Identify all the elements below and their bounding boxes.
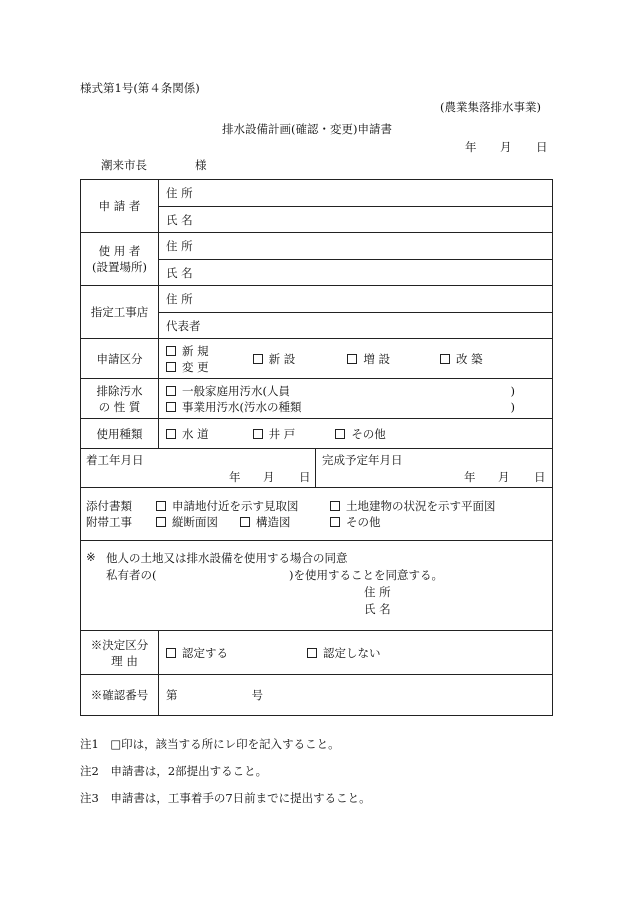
usage-label: 使用種類 [81, 419, 159, 449]
checkbox-floor-plan[interactable]: 土地建物の状況を示す平面図 [330, 498, 496, 514]
page-title: 排水設備計画(確認・変更)申請書 [222, 122, 392, 136]
attachments-row [81, 488, 553, 541]
contractor-rep-field[interactable]: 代表者 [159, 313, 553, 339]
checkbox-well[interactable]: 井 戸 [253, 426, 296, 442]
start-date-field[interactable]: 着工年月日 年 月 日 [81, 449, 316, 487]
checkbox-icon [240, 517, 250, 527]
honorific: 様 [195, 158, 207, 172]
checkbox-icon [166, 386, 176, 396]
checkbox-water-supply[interactable]: 水 道 [166, 426, 209, 442]
checkbox-icon [253, 429, 263, 439]
consent-section [81, 541, 553, 631]
checkbox-rebuild[interactable]: 改 築 [440, 351, 483, 367]
category-options [159, 339, 553, 379]
dates-row [81, 449, 553, 488]
confirmation-number-label: ※確認番号 [81, 675, 159, 716]
applicant-name-field[interactable]: 氏 名 [159, 207, 553, 233]
checkbox-icon [335, 429, 345, 439]
consent-owner-field[interactable] [165, 567, 287, 581]
consent-address-field[interactable]: 住 所 [364, 585, 391, 599]
checkbox-business-sewage[interactable]: 事業用汚水(汚水の種類 [166, 399, 302, 415]
contractor-address-field[interactable]: 住 所 [159, 286, 553, 313]
checkbox-icon [330, 517, 340, 527]
checkbox-icon [156, 517, 166, 527]
checkbox-approve[interactable]: 認定する [166, 645, 307, 661]
ancillary-work-label: 附帯工事 [86, 515, 132, 529]
checkbox-other-source[interactable]: その他 [335, 426, 386, 442]
close-paren: ) [510, 383, 515, 398]
note-1: 注1 □印は，該当する所にレ印を記入すること。 [80, 737, 340, 751]
usage-options [159, 419, 553, 449]
confirmation-number-field[interactable]: 第 号 [159, 675, 553, 716]
checkbox-longitudinal-section[interactable]: 縦断面図 [156, 514, 240, 530]
checkbox-icon [166, 346, 176, 356]
project-name: (農業集落排水事業) [440, 100, 541, 114]
consent-name-field[interactable]: 氏 名 [364, 602, 391, 616]
date-year: 年 [465, 140, 477, 154]
checkbox-structure-drawing[interactable]: 構造図 [240, 514, 330, 530]
checkbox-icon [166, 402, 176, 412]
checkbox-icon [347, 354, 357, 364]
checkbox-location-map[interactable]: 申請地付近を示す見取図 [156, 498, 330, 514]
addressee: 潮来市長 [101, 158, 147, 172]
close-paren: ) [510, 399, 515, 414]
checkbox-icon [166, 429, 176, 439]
asterisk-mark: ※ [86, 550, 96, 564]
checkbox-icon [156, 501, 166, 511]
finish-date-field[interactable]: 完成予定年月日 年 月 日 [322, 453, 546, 484]
date-day: 日 [536, 140, 548, 154]
checkbox-icon [440, 354, 450, 364]
note-2: 注2 申請書は，2部提出すること。 [80, 764, 268, 778]
checkbox-household-sewage[interactable]: 一般家庭用汚水(人員 [166, 383, 290, 399]
user-name-field[interactable]: 氏 名 [159, 260, 553, 286]
user-label: 使 用 者 (設置場所) [81, 233, 159, 286]
checkbox-icon [307, 648, 317, 658]
checkbox-icon [166, 362, 176, 372]
checkbox-icon [166, 648, 176, 658]
checkbox-new-build[interactable]: 新 設 [253, 351, 296, 367]
sewage-options [159, 379, 553, 419]
checkbox-change[interactable]: 変 更 [166, 359, 209, 375]
sewage-label: 排除汚水 の 性 質 [81, 379, 159, 419]
checkbox-other-attachment[interactable]: その他 [330, 514, 381, 530]
contractor-label: 指定工事店 [81, 286, 159, 339]
date-month: 月 [500, 140, 512, 154]
user-address-field[interactable]: 住 所 [159, 233, 553, 260]
checkbox-icon [253, 354, 263, 364]
consent-owner-suffix: )を使用することを同意する。 [289, 568, 443, 582]
checkbox-new-registration[interactable]: 新 規 [166, 343, 209, 359]
checkbox-deny[interactable]: 認定しない [307, 645, 381, 661]
consent-owner-prefix: 私有者の( [106, 568, 157, 582]
category-label: 申請区分 [81, 339, 159, 379]
consent-heading: 他人の土地又は排水設備を使用する場合の同意 [106, 551, 348, 565]
checkbox-icon [330, 501, 340, 511]
decision-options [159, 631, 553, 675]
attachments-label: 添付書類 [86, 499, 132, 513]
decision-label: ※決定区分 理 由 [81, 631, 159, 675]
form-id: 様式第1号(第４条関係) [80, 81, 200, 95]
note-3: 注3 申請書は，工事着手の7日前までに提出すること。 [80, 791, 371, 805]
applicant-label: 申 請 者 [81, 180, 159, 233]
checkbox-extension[interactable]: 増 設 [347, 351, 390, 367]
application-form [80, 179, 553, 716]
applicant-address-field[interactable]: 住 所 [159, 180, 553, 207]
